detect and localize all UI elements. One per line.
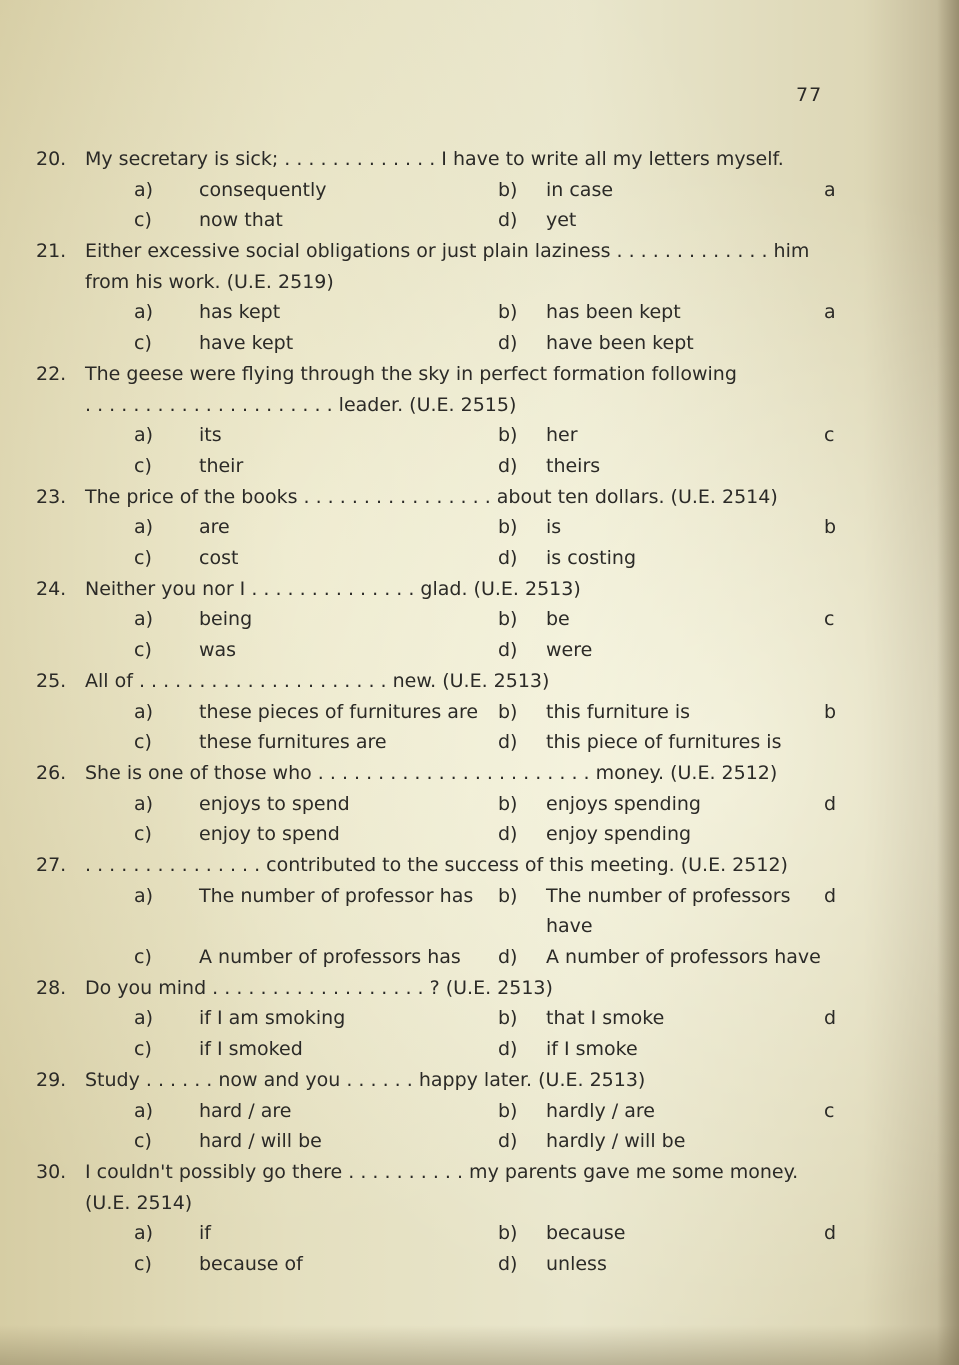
option-label: a) (134, 1222, 154, 1245)
option-text: enjoys spending (546, 792, 701, 815)
option-text: hardly / are (546, 1099, 655, 1122)
question-item (36, 359, 836, 482)
option-text: have kept (199, 332, 294, 355)
option-label: a) (134, 424, 154, 447)
option-text: enjoy spending (546, 823, 692, 846)
option-label: b) (498, 1099, 518, 1122)
question-item (36, 236, 836, 359)
answer-key: c (824, 1099, 835, 1122)
question-text: Study . . . . . . now and you . . . . . . happy later. (U.E. 2513) (85, 1068, 646, 1091)
option-text: is (546, 516, 562, 539)
option-text: if I smoke (546, 1038, 638, 1061)
option-row (36, 1249, 836, 1280)
option-label: c) (134, 1038, 152, 1061)
option-text: this piece of furnitures is (546, 731, 782, 754)
option-label: b) (498, 884, 518, 907)
option-row (36, 205, 836, 236)
answer-key: c (824, 424, 835, 447)
question-number: 25. (36, 669, 67, 692)
question-text: All of . . . . . . . . . . . . . . . . . . . . . new. (U.E. 2513) (85, 669, 550, 692)
answer-key: d (824, 1007, 837, 1030)
option-text: has kept (199, 301, 281, 324)
option-text: yet (546, 209, 577, 232)
option-text: because of (199, 1252, 303, 1275)
option-label: d) (498, 639, 518, 662)
option-label: b) (498, 516, 518, 539)
option-row (36, 297, 836, 328)
option-row (36, 789, 836, 820)
question-text-continued: from his work. (U.E. 2519) (85, 270, 334, 293)
question-number: 20. (36, 148, 67, 170)
option-text: in case (546, 178, 614, 201)
option-text: its (199, 424, 222, 447)
question-text: Either excessive social obligations or just plain laziness . . . . . . . . . . . . . him (85, 240, 810, 263)
option-label: d) (498, 209, 518, 232)
option-row (36, 175, 836, 206)
question-number: 27. (36, 853, 67, 876)
option-row (36, 1034, 836, 1065)
option-row (36, 635, 836, 666)
page-number: 77 (796, 84, 823, 106)
option-row (36, 881, 836, 942)
option-text: their (199, 454, 244, 477)
option-label: d) (498, 823, 518, 846)
option-row (36, 819, 836, 850)
question-text: My secretary is sick; . . . . . . . . . . . . . I have to write all my letters myself. (85, 148, 784, 170)
option-text: is costing (546, 547, 637, 570)
option-label: a) (134, 1007, 154, 1030)
page-edge-shadow (937, 0, 959, 1365)
question-number: 21. (36, 240, 67, 263)
question-number: 24. (36, 577, 67, 600)
option-label: a) (134, 1099, 154, 1122)
option-text: was (199, 639, 237, 662)
option-label: d) (498, 731, 518, 754)
question-text-continued: (U.E. 2514) (85, 1191, 193, 1214)
option-row (36, 1218, 836, 1249)
option-label: d) (498, 1038, 518, 1061)
option-text: enjoys to spend (199, 792, 350, 815)
option-label: a) (134, 884, 154, 907)
page-bottom-shadow (0, 1325, 959, 1365)
option-label: b) (498, 301, 518, 324)
option-row (36, 727, 836, 758)
option-text: that I smoke (546, 1007, 665, 1030)
question-item (36, 482, 836, 574)
option-row (36, 512, 836, 543)
option-label: c) (134, 1130, 152, 1153)
option-label: d) (498, 1130, 518, 1153)
option-text: have been kept (546, 332, 694, 355)
option-text: has been kept (546, 301, 681, 324)
answer-key: d (824, 792, 837, 815)
option-text: unless (546, 1252, 607, 1275)
option-text: theirs (546, 454, 601, 477)
question-number: 26. (36, 761, 67, 784)
option-label: a) (134, 608, 154, 631)
option-label: a) (134, 178, 154, 201)
option-text: hard / are (199, 1099, 292, 1122)
option-text: A number of professors has (199, 946, 461, 969)
answer-key: d (824, 1222, 837, 1245)
option-label: c) (134, 823, 152, 846)
option-text: The number of professors have (546, 884, 791, 938)
option-text: her (546, 424, 578, 447)
question-text: I couldn't possibly go there . . . . . . . . . . my parents gave me some money. (85, 1160, 799, 1183)
option-label: d) (498, 332, 518, 355)
question-number: 28. (36, 976, 67, 999)
question-text: She is one of those who . . . . . . . . . . . . . . . . . . . . . . . money. (U.E. 2512) (85, 761, 778, 784)
option-text: The number of professor has (199, 884, 474, 907)
option-label: a) (134, 516, 154, 539)
option-text: are (199, 516, 230, 539)
question-item (36, 144, 836, 236)
answer-key: b (824, 516, 837, 539)
option-label: c) (134, 946, 152, 969)
option-label: c) (134, 639, 152, 662)
question-text: . . . . . . . . . . . . . . . contributed to the success of this meeting. (U.E. 2512) (85, 853, 788, 876)
option-label: b) (498, 608, 518, 631)
option-label: a) (134, 792, 154, 815)
option-label: b) (498, 1007, 518, 1030)
question-item (36, 574, 836, 666)
option-label: b) (498, 792, 518, 815)
question-item (36, 1065, 836, 1157)
option-label: b) (498, 700, 518, 723)
option-row (36, 328, 836, 359)
question-item (36, 850, 836, 973)
option-text: if I smoked (199, 1038, 303, 1061)
option-label: b) (498, 178, 518, 201)
option-label: c) (134, 209, 152, 232)
option-label: a) (134, 700, 154, 723)
option-label: c) (134, 1252, 152, 1275)
option-text: consequently (199, 178, 327, 201)
option-label: d) (498, 946, 518, 969)
option-text: now that (199, 209, 283, 232)
option-text: hard / will be (199, 1130, 322, 1153)
option-text: cost (199, 547, 239, 570)
option-label: d) (498, 547, 518, 570)
answer-key: c (824, 608, 835, 631)
option-row (36, 604, 836, 635)
option-row (36, 451, 836, 482)
option-row (36, 1126, 836, 1157)
option-text: this furniture is (546, 700, 691, 723)
option-text: being (199, 608, 253, 631)
option-text: because (546, 1222, 626, 1245)
question-item (36, 666, 836, 758)
question-list (36, 144, 836, 1280)
option-label: a) (134, 301, 154, 324)
question-item (36, 1157, 836, 1280)
option-row (36, 697, 836, 728)
question-text-continued: . . . . . . . . . . . . . . . . . . . . . leader. (U.E. 2515) (85, 393, 517, 416)
option-text: these pieces of furnitures are (199, 700, 479, 723)
question-text: Do you mind . . . . . . . . . . . . . . . . . . ? (U.E. 2513) (85, 976, 553, 999)
option-text: if I am smoking (199, 1007, 346, 1030)
option-label: c) (134, 731, 152, 754)
question-text: Neither you nor I . . . . . . . . . . . . . . glad. (U.E. 2513) (85, 577, 581, 600)
option-label: c) (134, 332, 152, 355)
option-text: be (546, 608, 570, 631)
answer-key: b (824, 700, 837, 723)
option-label: b) (498, 424, 518, 447)
question-number: 22. (36, 362, 67, 385)
option-label: c) (134, 454, 152, 477)
question-number: 29. (36, 1068, 67, 1091)
option-text: if (199, 1222, 211, 1245)
question-text: The geese were flying through the sky in perfect formation following (85, 362, 737, 385)
option-row (36, 543, 836, 574)
answer-key: d (824, 884, 837, 907)
option-label: d) (498, 1252, 518, 1275)
option-text: these furnitures are (199, 731, 387, 754)
option-row (36, 420, 836, 451)
option-text: were (546, 639, 593, 662)
answer-key: a (824, 178, 836, 201)
question-item (36, 758, 836, 850)
option-row (36, 1096, 836, 1127)
option-label: c) (134, 547, 152, 570)
question-number: 30. (36, 1160, 67, 1183)
option-row (36, 1003, 836, 1034)
question-text: The price of the books . . . . . . . . . . . . . . . . about ten dollars. (U.E. 2514) (85, 485, 778, 508)
option-text: enjoy to spend (199, 823, 340, 846)
question-number: 23. (36, 485, 67, 508)
question-item (36, 973, 836, 1065)
option-row (36, 942, 836, 973)
answer-key: a (824, 301, 836, 324)
option-label: d) (498, 454, 518, 477)
option-label: b) (498, 1222, 518, 1245)
option-text: hardly / will be (546, 1130, 686, 1153)
option-text: A number of professors have (546, 946, 821, 969)
